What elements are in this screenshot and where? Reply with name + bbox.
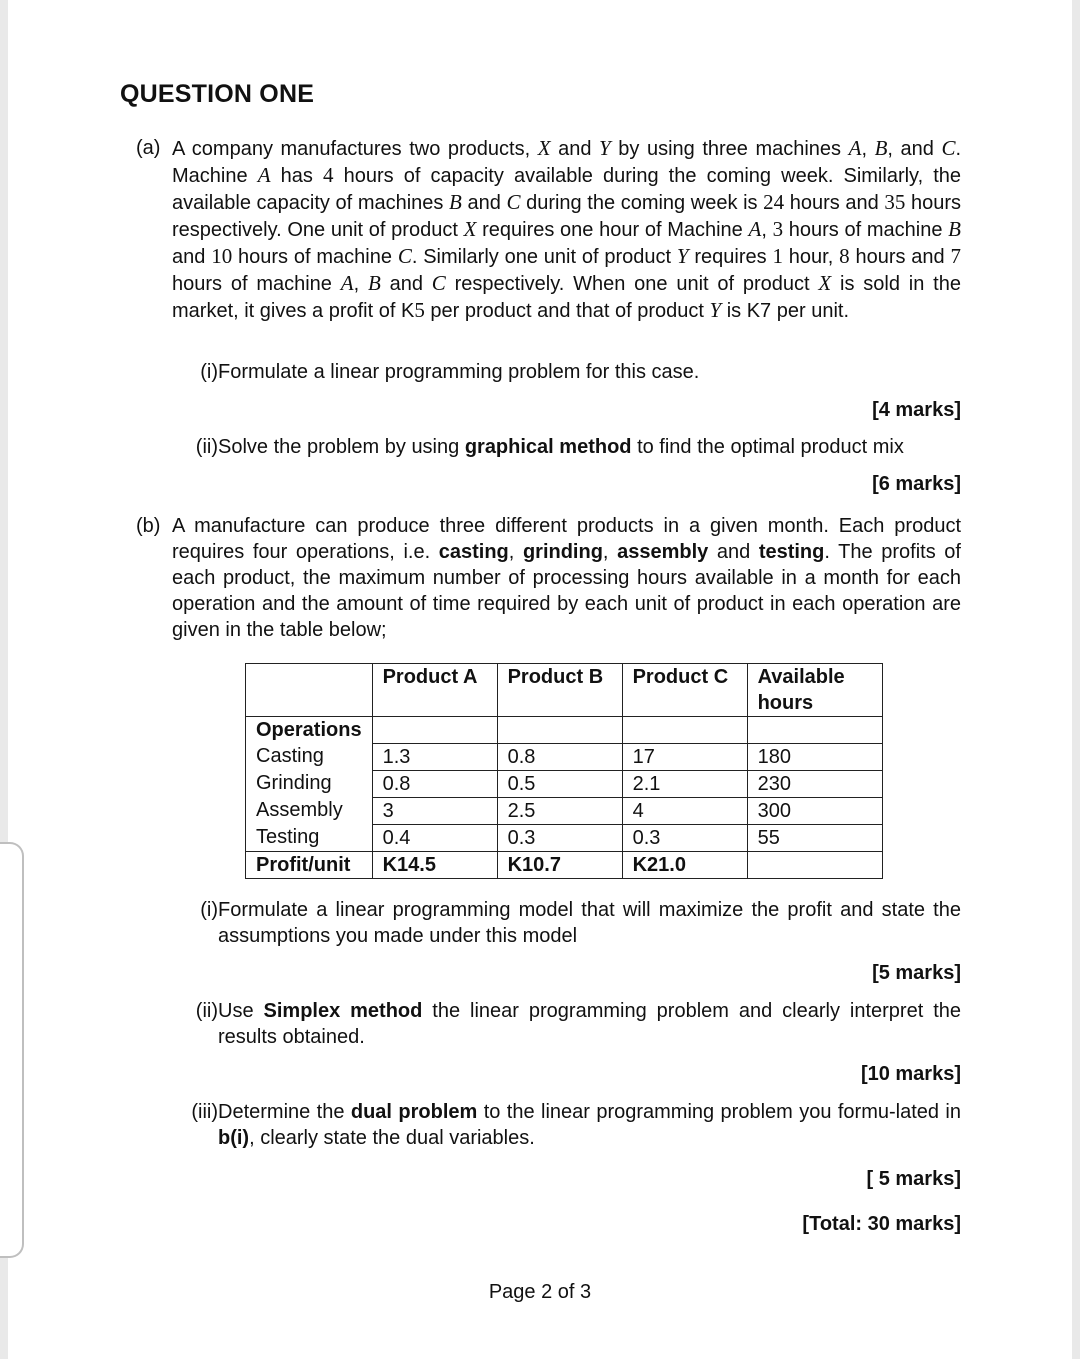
table-cell: 0.5 <box>497 770 622 797</box>
text-segment: . Similarly one unit of product <box>411 246 677 268</box>
part-b-iii-text <box>218 1099 961 1151</box>
table-header: Available hours <box>747 664 882 717</box>
text-segment: hours respectively. One unit of product <box>172 192 961 241</box>
table-row <box>246 797 883 824</box>
math-variable: B <box>449 190 462 214</box>
math-variable: C <box>397 244 412 268</box>
part-b-ii-text-1: Use <box>218 1000 264 1022</box>
table-cell: 0.4 <box>372 824 497 851</box>
operations-label: Operations <box>246 717 373 744</box>
text-segment: hours of capacity available during the coming week. Similarly, the available capacity of machines <box>172 165 962 214</box>
table-cell: K14.5 <box>372 851 497 878</box>
part-a-label: (a) <box>136 137 161 159</box>
text-segment: , <box>761 219 773 241</box>
table-cell: Testing <box>246 824 373 851</box>
math-variable: B <box>367 271 381 295</box>
part-b-iii-text-3: , clearly state the dual variables. <box>249 1127 535 1149</box>
math-number: 35 <box>884 190 906 214</box>
text-segment: A company manufactures two products, <box>172 138 538 160</box>
part-b-iii-label: (iii) <box>191 1101 218 1123</box>
table-cell: 55 <box>747 824 882 851</box>
text-segment: respectively. When one unit of product <box>445 273 819 295</box>
part-b-i-text: Formulate a linear programming model that will maximize the profit and state the assumptions you made under this model <box>218 899 961 947</box>
math-variable: X <box>537 136 551 160</box>
text-segment: hour, <box>782 246 840 268</box>
text-segment: by using three machines <box>610 138 849 160</box>
table-cell <box>747 717 882 744</box>
table-header: Product C <box>622 664 747 717</box>
math-variable: Y <box>599 136 611 160</box>
part-a-ii-label: (ii) <box>195 436 218 458</box>
math-variable: Y <box>676 244 689 268</box>
math-variable: A <box>257 163 271 187</box>
total-marks: [Total: 30 marks] <box>802 1213 961 1235</box>
math-variable: A <box>340 271 354 295</box>
text-segment: and <box>380 273 432 295</box>
part-b-iii-text-1: Determine the <box>218 1101 351 1123</box>
table-cell <box>497 717 622 744</box>
part-b-ii-text-2: the linear programming problem and clearly interpret the results obtained. <box>218 1000 961 1048</box>
part-b-paragraph <box>172 513 961 643</box>
text-segment: hours of machine <box>172 273 341 295</box>
text-segment: and <box>550 138 600 160</box>
text-segment: hours of machine <box>783 219 949 241</box>
table-row <box>246 717 883 744</box>
math-variable: A <box>748 217 762 241</box>
profit-row <box>246 851 883 878</box>
table-cell: 2.1 <box>622 770 747 797</box>
text-segment: hours of machine <box>232 246 398 268</box>
text-segment: , and <box>887 138 942 160</box>
math-number: 10 <box>211 244 233 268</box>
table-row <box>246 770 883 797</box>
part-b-label: (b) <box>136 515 161 537</box>
table-cell: 4 <box>622 797 747 824</box>
table-cell: 3 <box>372 797 497 824</box>
part-b-ii-label: (ii) <box>195 1000 218 1022</box>
table-cell <box>747 851 882 878</box>
part-b-i-marks: [5 marks] <box>872 962 961 984</box>
math-variable: B <box>874 136 888 160</box>
table-row <box>246 743 883 770</box>
text-segment: requires one hour of Machine <box>476 219 749 241</box>
table-cell: K10.7 <box>497 851 622 878</box>
table-cell: Profit/unit <box>246 851 373 878</box>
page-number: Page 2 of 3 <box>488 1281 592 1303</box>
assembly-term: assembly <box>617 541 709 563</box>
part-b-iii-bold: dual problem <box>350 1101 478 1123</box>
part-b-iii-marks: [ 5 marks] <box>866 1168 961 1190</box>
casting-term: casting <box>438 541 509 563</box>
math-variable: C <box>941 136 956 160</box>
text-segment: is K7 per unit. <box>721 300 849 322</box>
table-cell: 0.8 <box>497 743 622 770</box>
math-number: 3 <box>772 217 784 241</box>
math-variable: Y <box>709 298 722 322</box>
table-header <box>246 664 373 717</box>
math-number: 24 <box>763 190 785 214</box>
table-cell: Grinding <box>246 770 373 797</box>
math-number: 4 <box>322 163 334 187</box>
table-cell <box>622 717 747 744</box>
sep-2: , <box>602 541 618 563</box>
math-number: 1 <box>772 244 783 268</box>
part-b-ii-text <box>218 998 961 1050</box>
part-a-i-text: Formulate a linear programming problem for this case. <box>218 361 700 383</box>
text-segment: hours and <box>849 246 951 268</box>
part-b-ii-marks: [10 marks] <box>860 1063 961 1085</box>
table-header: Product B <box>497 664 622 717</box>
table-cell: 300 <box>747 797 882 824</box>
testing-term: testing <box>758 541 825 563</box>
table-cell: 230 <box>747 770 882 797</box>
sep-3: and <box>708 541 759 563</box>
math-variable: X <box>818 271 832 295</box>
table-cell: Assembly <box>246 797 373 824</box>
text-segment: hours and <box>784 192 885 214</box>
part-a-i-marks: [4 marks] <box>872 399 961 421</box>
table-cell: 2.5 <box>497 797 622 824</box>
sep-1: , <box>508 541 523 563</box>
text-segment: , <box>861 138 875 160</box>
table-header: Product A <box>372 664 497 717</box>
math-variable: B <box>948 217 961 241</box>
part-b-ii-bold: Simplex method <box>263 1000 423 1022</box>
text-segment: , <box>353 273 368 295</box>
text-segment: per product and that of product <box>424 300 710 322</box>
text-segment: and <box>172 246 212 268</box>
math-number: 5 <box>414 298 425 322</box>
math-number: 8 <box>839 244 850 268</box>
part-b-iii-text-2: to the linear programming problem you formu-lated in <box>477 1101 961 1123</box>
math-variable: C <box>431 271 446 295</box>
part-b-iii-bold-2: b(i) <box>218 1127 250 1149</box>
math-number: 7 <box>950 244 961 268</box>
question-heading: QUESTION ONE <box>120 80 315 108</box>
text-segment: during the coming week is <box>520 192 764 214</box>
table-cell: 0.8 <box>372 770 497 797</box>
part-a-ii-text-1: Solve the problem by using <box>218 436 465 458</box>
table-cell: 0.3 <box>622 824 747 851</box>
text-segment: and <box>461 192 507 214</box>
table-header-row <box>246 664 883 717</box>
part-a-paragraph <box>172 135 961 324</box>
side-panel-handle[interactable] <box>0 842 24 1258</box>
document-page <box>8 0 1072 1359</box>
table-cell: Casting <box>246 743 373 770</box>
part-a-ii-text-2: to find the optimal product mix <box>631 436 904 458</box>
part-a-ii-bold: graphical method <box>464 436 632 458</box>
table-cell <box>372 717 497 744</box>
table-cell: K21.0 <box>622 851 747 878</box>
part-a-ii-marks: [6 marks] <box>872 473 961 495</box>
math-variable: A <box>848 136 862 160</box>
math-variable: C <box>506 190 521 214</box>
part-a-ii-text <box>218 434 961 460</box>
math-variable: X <box>463 217 477 241</box>
part-a-i-label: (i) <box>200 361 218 383</box>
part-b-text-1: A manufacture can produce three different products in a given month. Each product requires four operations, i.e. <box>172 515 961 563</box>
text-segment: requires <box>688 246 773 268</box>
operations-table <box>245 663 883 879</box>
text-segment: . Machine <box>172 138 962 187</box>
table-row <box>246 824 883 851</box>
table-cell: 17 <box>622 743 747 770</box>
text-segment: is sold in the market, it gives a profit of K <box>172 273 961 322</box>
grinding-term: grinding <box>522 541 603 563</box>
part-b-i-label: (i) <box>200 899 218 921</box>
table-cell: 1.3 <box>372 743 497 770</box>
table-cell: 180 <box>747 743 882 770</box>
part-b-text-2: . The profits of each product, the maximum number of processing hours available in a month for each operation and the amount of time required by each unit of product in each operation are given in the table below; <box>172 541 961 641</box>
table-cell: 0.3 <box>497 824 622 851</box>
text-segment: has <box>270 165 323 187</box>
